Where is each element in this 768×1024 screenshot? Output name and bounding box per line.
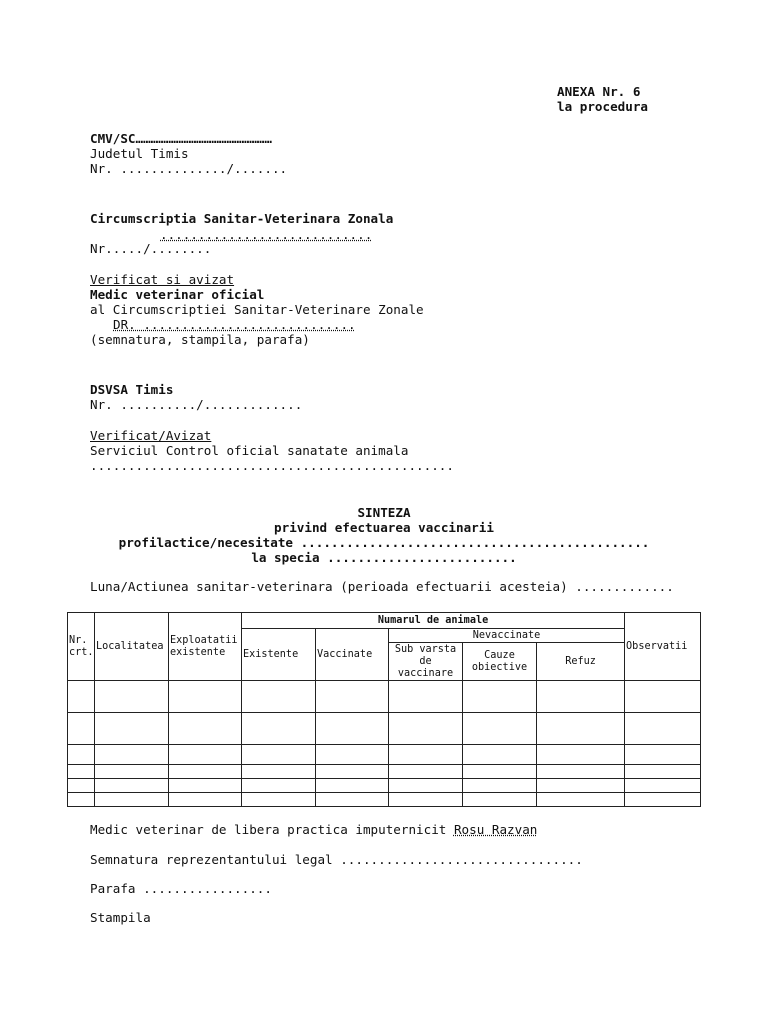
table-cell [316,765,389,779]
header-sub-varsta: Sub varsta de vaccinare [389,643,463,681]
table-cell [463,745,537,765]
table-cell [463,713,537,745]
doctor-dots: DR. ............................ [113,317,356,332]
table-cell [68,745,95,765]
table-row [68,779,701,793]
doctor-label: Medic veterinar de libera practica imputernicit [90,822,454,837]
header-observatii: Observatii [625,613,701,681]
table-cell [95,713,169,745]
annex-title: ANEXA Nr. 6 [557,84,641,99]
table-cell [95,681,169,713]
table-row [68,713,701,745]
table-row [68,745,701,765]
header-existente: Existente [242,629,316,681]
synthesis-line1: privind efectuarea vaccinarii [274,520,494,535]
stampila-label: Stampila [90,910,151,925]
table-cell [389,745,463,765]
table-cell [537,779,625,793]
table-cell [242,745,316,765]
table-cell [169,713,242,745]
header-vaccinate: Vaccinate [316,629,389,681]
table-cell [242,765,316,779]
table-cell [316,713,389,745]
header-nr-crt: Nr. crt. [68,613,95,681]
table-cell [169,779,242,793]
table-cell [95,745,169,765]
district-number: Nr...../........ [90,241,212,256]
table-cell [316,779,389,793]
header-numarul-animale: Numarul de animale [242,613,625,629]
table-cell [169,745,242,765]
table-cell [316,793,389,807]
district-title: Circumscriptia Sanitar-Veterinara Zonala [90,211,394,226]
table-cell [537,681,625,713]
table-cell [169,765,242,779]
service-dots: ................................................ [90,458,454,473]
table-cell [389,681,463,713]
cmv-sc-label: CMV/SC……………………………………………… [90,131,272,146]
table-cell [537,793,625,807]
table-cell [169,793,242,807]
table-cell [242,713,316,745]
table-cell [389,713,463,745]
table-cell [625,793,701,807]
official-vet-role: Medic veterinar oficial [90,287,265,302]
signature-note: (semnatura, stampila, parafa) [90,332,310,347]
district-org: al Circumscriptiei Sanitar-Veterinare Zonale [90,302,424,317]
table-cell [625,713,701,745]
table-cell [242,779,316,793]
table-cell [537,765,625,779]
table-cell [463,765,537,779]
table-cell [242,793,316,807]
header-refuz: Refuz [537,643,625,681]
table-cell [242,681,316,713]
table-cell [389,765,463,779]
table-cell [316,681,389,713]
control-service: Serviciul Control oficial sanatate animala [90,443,409,458]
dsvsa-title: DSVSA Timis [90,382,174,397]
district-name-dots: ............................ [160,227,373,242]
header-localitate: Localitatea [95,613,169,681]
table-row [68,765,701,779]
table-cell [625,779,701,793]
table-row [68,681,701,713]
table-cell [95,793,169,807]
table-cell [316,745,389,765]
table-cell [68,713,95,745]
doctor-line [90,822,537,837]
table-row [68,793,701,807]
header-number: Nr. ............../....... [90,161,288,176]
table-cell [463,681,537,713]
table-cell [625,745,701,765]
doctor-name: Rosu Razvan [453,822,538,837]
table-cell [463,793,537,807]
table-cell [537,713,625,745]
table-cell [68,765,95,779]
table-cell [625,765,701,779]
avizat-heading: Verificat/Avizat [90,428,212,443]
synthesis-line3: la specia ......................... [251,550,517,565]
parafa-line: Parafa ................. [90,881,272,896]
table-cell [625,681,701,713]
table-cell [169,681,242,713]
header-cauze-obiective: Cauze obiective [463,643,537,681]
table-cell [68,779,95,793]
verification-heading: Verificat si avizat [90,272,235,287]
table-cell [68,793,95,807]
county-label: Judetul Timis [90,146,189,161]
synthesis-line2: profilactice/necesitate .............................................. [118,535,650,550]
table-cell [463,779,537,793]
table-cell [537,745,625,765]
vaccination-table [67,612,701,807]
header-nevaccinate: Nevaccinate [389,629,625,643]
header-exploatatii: Exploatatii existente [169,613,242,681]
dsvsa-number: Nr. ........../............. [90,397,303,412]
annex-subtitle: la procedura [557,99,648,114]
table-cell [68,681,95,713]
legal-signature-line: Semnatura reprezentantului legal ................................ [90,852,583,867]
synthesis-title: SINTEZA [357,505,411,520]
table-cell [389,793,463,807]
month-action-line: Luna/Actiunea sanitar-veterinara (perioada efectuarii acesteia) ............. [90,579,674,594]
table-cell [95,765,169,779]
table-cell [95,779,169,793]
table-cell [389,779,463,793]
